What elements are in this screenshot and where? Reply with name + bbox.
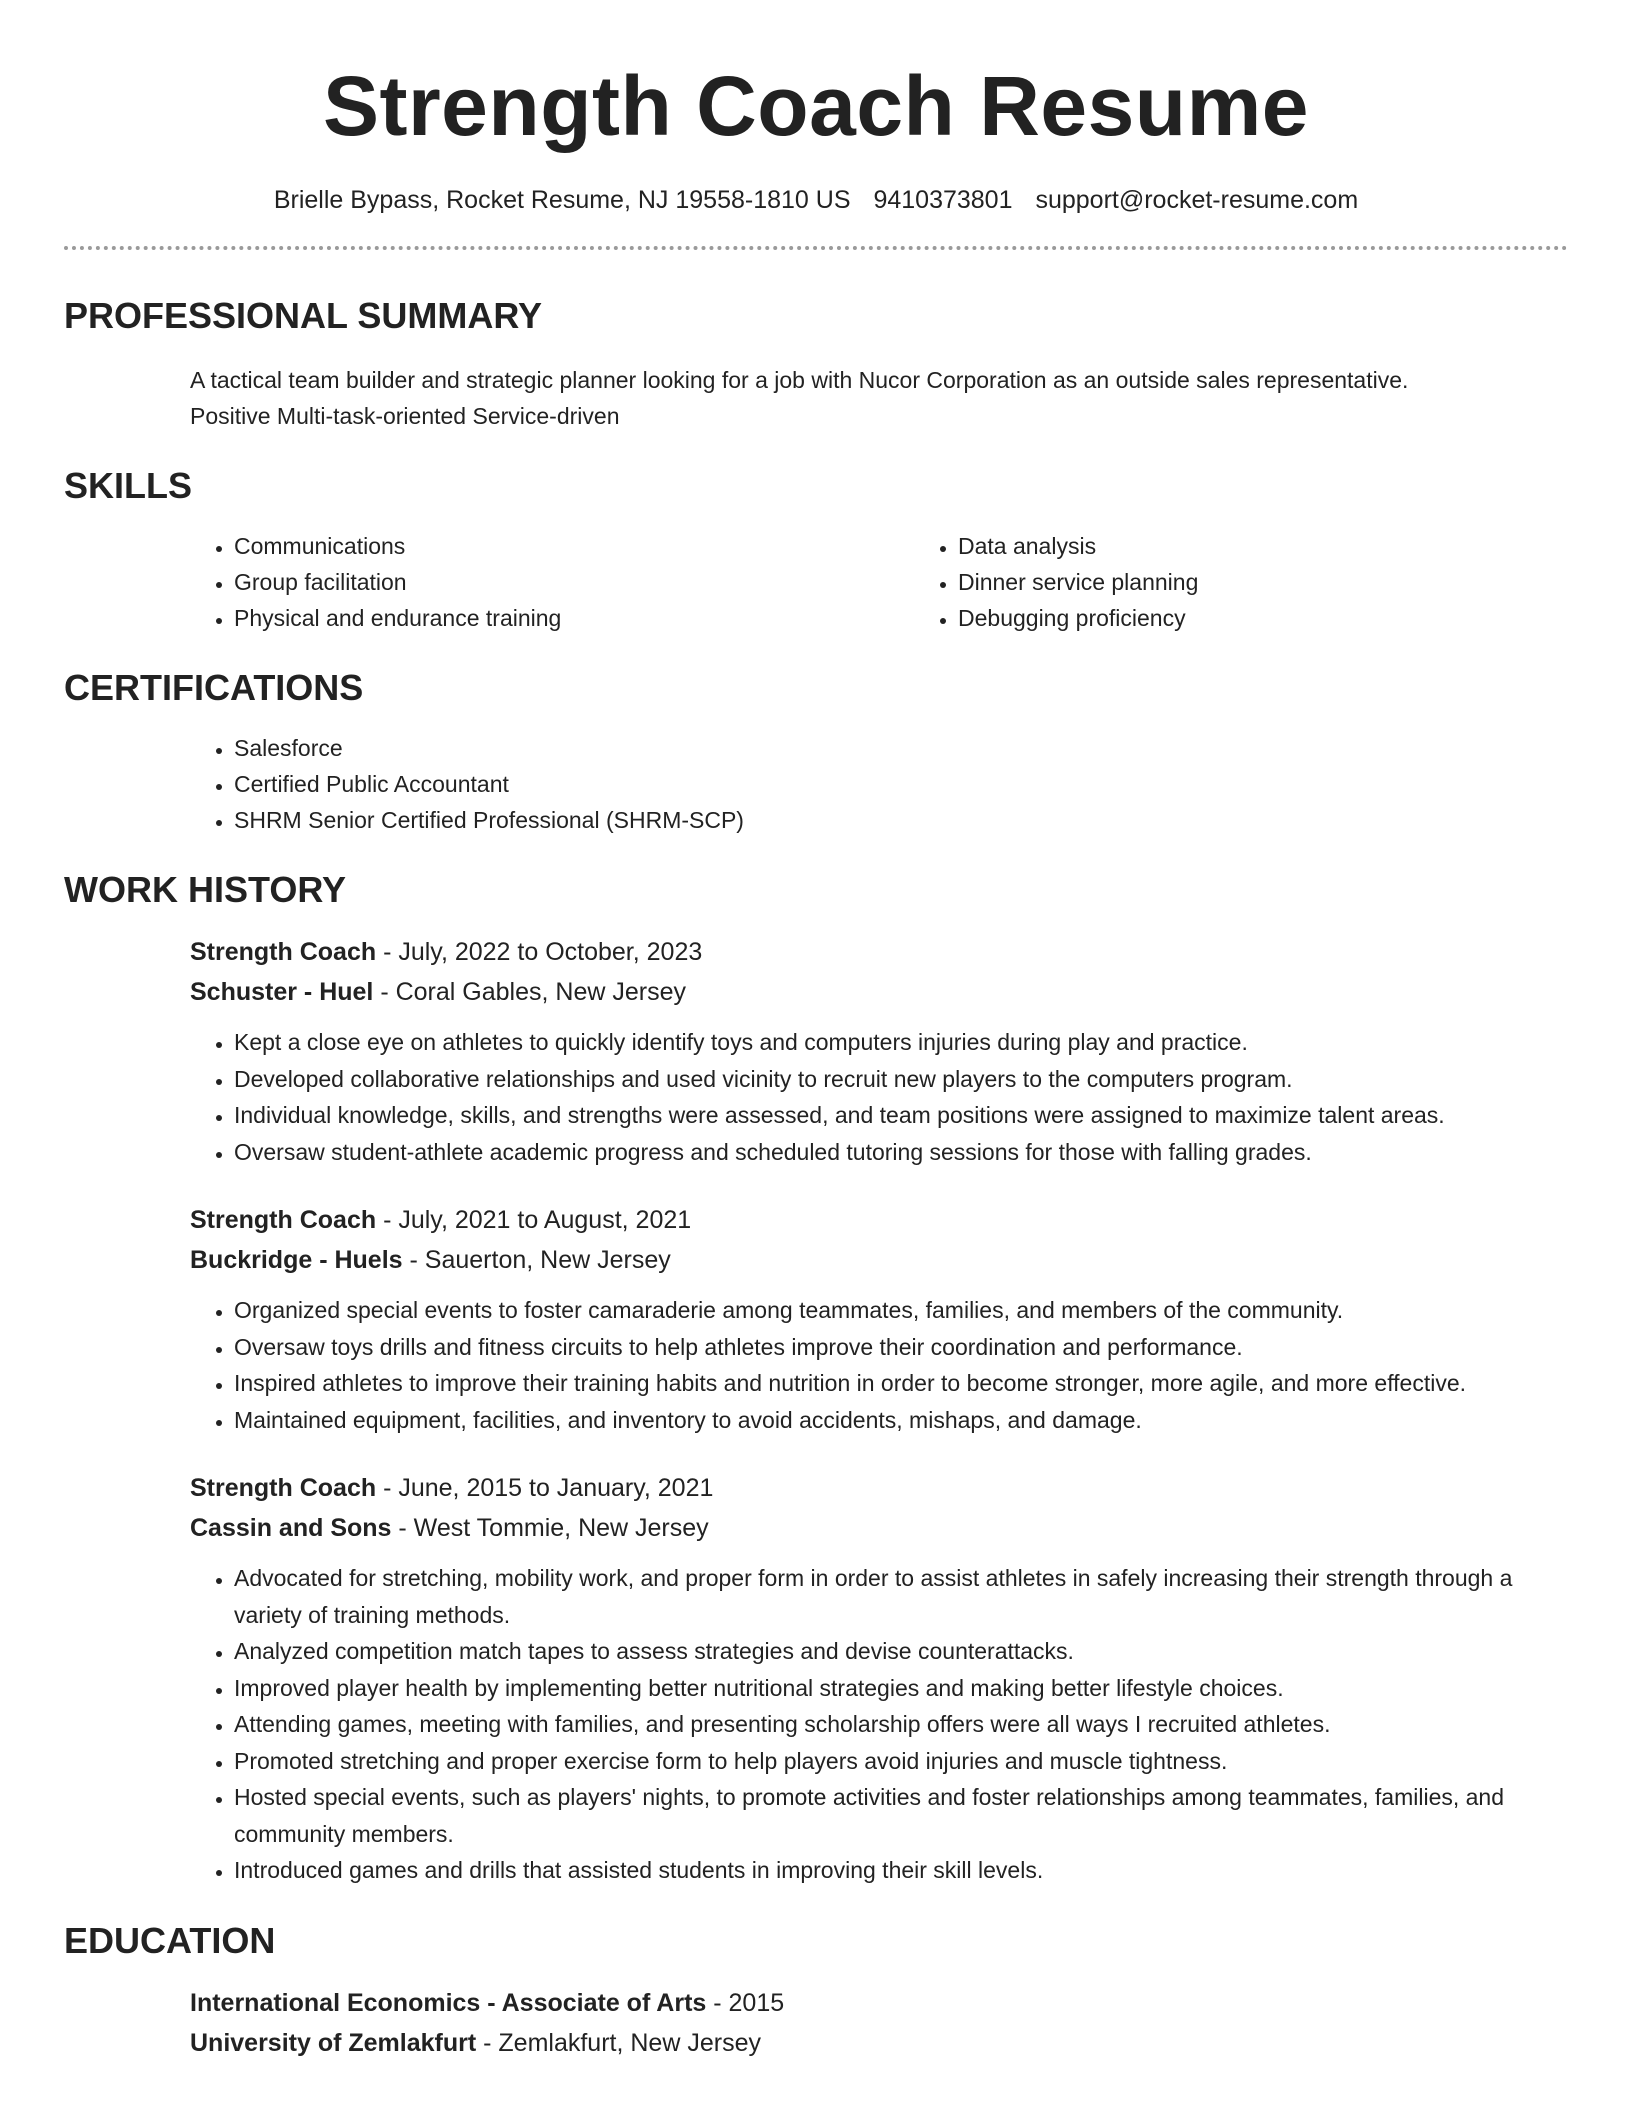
skill-item: • Physical and endurance training — [234, 600, 914, 636]
job-bullet: • Advocated for stretching, mobility work, and proper form in order to assist athletes in safely increasing their strength through a variety of training methods. — [234, 1560, 1568, 1633]
job-bullet: • Attending games, meeting with families, and presenting scholarship offers were all ways I recruited athletes. — [234, 1706, 1568, 1743]
job-bullets — [190, 1560, 1568, 1889]
contact-address: Brielle Bypass, Rocket Resume, NJ 19558-1810 US — [273, 186, 851, 214]
summary-line: A tactical team builder and strategic planner looking for a job with Nucor Corporation as an outside sales representative. — [190, 367, 1409, 393]
summary-text — [64, 362, 1568, 434]
job-location: Coral Gables, New Jersey — [395, 978, 686, 1006]
education-location: Zemlakfurt, New Jersey — [498, 2028, 761, 2057]
education-section — [64, 1919, 1568, 2063]
job-company: Schuster - Huel — [190, 978, 374, 1006]
contact-email: support@rocket-resume.com — [1035, 186, 1359, 214]
job-bullet: • Kept a close eye on athletes to quickly identify toys and computers injuries during play and practice. — [234, 1024, 1568, 1061]
education-school-line — [190, 2023, 1568, 2063]
job-bullet: • Introduced games and drills that assisted students in improving their skill levels. — [234, 1852, 1568, 1889]
certifications-heading: CERTIFICATIONS — [64, 667, 364, 708]
education-degree: International Economics - Associate of Arts — [190, 1988, 707, 2017]
separator: - — [376, 1206, 399, 1234]
separator: - — [373, 978, 396, 1006]
job-dates: July, 2022 to October, 2023 — [398, 938, 703, 966]
skill-item: • Dinner service planning — [958, 564, 1632, 600]
job-bullet: • Inspired athletes to improve their training habits and nutrition in order to become stronger, more agile, and more effective. — [234, 1365, 1568, 1402]
job-company-line — [190, 1508, 1568, 1548]
education-degree-line — [190, 1983, 1568, 2023]
summary-heading: PROFESSIONAL SUMMARY — [64, 295, 543, 336]
job-company: Buckridge - Huels — [190, 1246, 403, 1274]
header-divider — [64, 246, 1568, 250]
job-bullet: • Organized special events to foster camaraderie among teammates, families, and members of the community. — [234, 1292, 1568, 1329]
summary-line: Positive Multi-task-oriented Service-driven — [190, 403, 620, 429]
skills-heading: SKILLS — [64, 465, 193, 506]
certifications-list — [190, 730, 1568, 838]
job-bullet: • Oversaw toys drills and fitness circuits to help athletes improve their coordination and performance. — [234, 1329, 1568, 1366]
skill-item: • Debugging proficiency — [958, 600, 1632, 636]
job-company-line — [190, 972, 1568, 1012]
job-bullets — [190, 1024, 1568, 1170]
job-bullet: • Promoted stretching and proper exercise form to help players avoid injuries and muscle tightness. — [234, 1743, 1568, 1780]
education-entry — [64, 1983, 1568, 2063]
skill-item: • Group facilitation — [234, 564, 914, 600]
skill-item: • Data analysis — [958, 528, 1632, 564]
skills-section — [64, 464, 1568, 636]
skills-column-right — [914, 528, 1632, 636]
work-history-section — [64, 868, 1568, 1889]
job-entry — [64, 1200, 1568, 1438]
job-entry — [64, 932, 1568, 1170]
certification-item: • Salesforce — [234, 730, 1568, 766]
skills-column-left — [190, 528, 914, 636]
separator: - — [476, 2028, 499, 2057]
work-history-heading: WORK HISTORY — [64, 869, 347, 910]
summary-section — [64, 294, 1568, 434]
separator: - — [391, 1514, 414, 1542]
separator: - — [376, 1474, 399, 1502]
separator: - — [706, 1988, 729, 2017]
job-bullet: • Individual knowledge, skills, and strengths were assessed, and team positions were assigned to maximize talent areas. — [234, 1097, 1568, 1134]
job-dates: July, 2021 to August, 2021 — [398, 1206, 692, 1234]
job-title-line — [190, 1468, 1568, 1508]
job-entry — [64, 1468, 1568, 1889]
job-title: Strength Coach — [190, 938, 377, 966]
job-bullet: • Maintained equipment, facilities, and inventory to avoid accidents, mishaps, and damage. — [234, 1402, 1568, 1439]
job-bullet: • Analyzed competition match tapes to assess strategies and devise counterattacks. — [234, 1633, 1568, 1670]
job-bullet: • Hosted special events, such as players' nights, to promote activities and foster relationships among teammates, families, and community members. — [234, 1779, 1568, 1852]
job-bullet: • Improved player health by implementing better nutritional strategies and making better lifestyle choices. — [234, 1670, 1568, 1707]
job-dates: June, 2015 to January, 2021 — [398, 1474, 714, 1502]
contact-line — [64, 184, 1568, 216]
page-title: Strength Coach Resume — [322, 59, 1309, 153]
job-company: Cassin and Sons — [190, 1514, 392, 1542]
skill-item: • Communications — [234, 528, 914, 564]
job-company-line — [190, 1240, 1568, 1280]
contact-phone: 9410373801 — [873, 186, 1013, 214]
education-heading: EDUCATION — [64, 1919, 276, 1961]
job-bullet: • Oversaw student-athlete academic progress and scheduled tutoring sessions for those with falling grades. — [234, 1134, 1568, 1171]
certifications-list-wrap — [64, 730, 1568, 838]
job-title: Strength Coach — [190, 1206, 377, 1234]
separator: - — [402, 1246, 425, 1274]
job-title-line — [190, 1200, 1568, 1240]
certifications-section — [64, 666, 1568, 838]
job-bullet: • Developed collaborative relationships and used vicinity to recruit new players to the computers program. — [234, 1061, 1568, 1098]
job-location: West Tommie, New Jersey — [413, 1514, 709, 1542]
job-title: Strength Coach — [190, 1474, 377, 1502]
skills-grid — [64, 528, 1568, 636]
job-bullets — [190, 1292, 1568, 1438]
job-title-line — [190, 932, 1568, 972]
certification-item: • SHRM Senior Certified Professional (SHRM-SCP) — [234, 802, 1568, 838]
job-location: Sauerton, New Jersey — [424, 1246, 671, 1274]
education-school: University of Zemlakfurt — [190, 2028, 477, 2057]
certification-item: • Certified Public Accountant — [234, 766, 1568, 802]
education-year: 2015 — [728, 1988, 785, 2017]
separator: - — [376, 938, 399, 966]
